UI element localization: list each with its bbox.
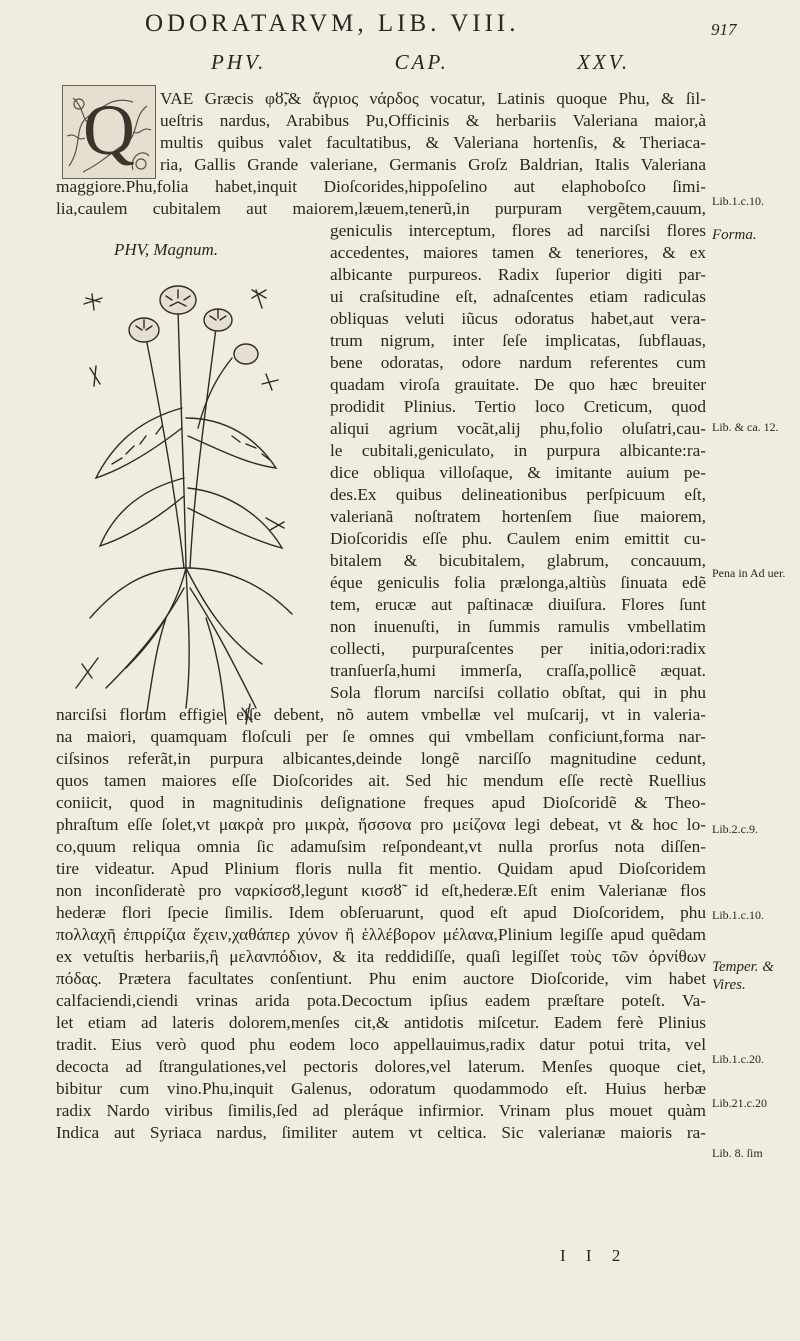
text-line: coniicit, quod in magnitudinis deſignatione freques apud Dioſcoridẽ & Theo-	[56, 793, 706, 812]
text-line: multis quibus valet facultatibus, & Valeriana hortenſis, & Theriaca-	[160, 133, 706, 152]
text-line: ciſsinos referãt,in purpura albicantes,deinde longẽ narciſſo magnitudine cedunt,	[56, 749, 706, 768]
text-line: quadam viroſa grauitate. De quo hæc breuiter	[330, 375, 706, 394]
text-line: Dioſcoridis eſſe phu. Caulem enim emittit cu-	[330, 529, 706, 548]
margin-note: Lib.1.c.10.	[712, 194, 764, 208]
margin-note: Lib.1.c.20.	[712, 1052, 764, 1066]
text-line: maggiore.Phu,folia habet,inquit Dioſcorides,hippoſelino aut elaphoboſco ſimi-	[56, 177, 706, 196]
margin-note: Forma.	[712, 227, 757, 243]
text-line: narciſsi florum effigie eſſe debent, nõ autem vmbellæ vel muſcarij, vt in valeria-	[56, 705, 706, 724]
initial-letter: Q	[83, 90, 135, 170]
text-line: valerianã noſtratem hortenſem ſiue maiorem,	[330, 507, 706, 526]
text-line: let etiam ad lateris dolorem,menſes cit,& antidotis miſcetur. Eadem ferè Plinius	[56, 1013, 706, 1032]
text-line: tire videatur. Apud Plinium floris nulla fit mentio. Quidam apud Dioſcoridem	[56, 859, 706, 878]
text-line: dice obliqua villoſaque, & imitante auium pe-	[330, 463, 706, 482]
text-line: bitalem & bicubitalem, glabrum, concauum,	[330, 551, 706, 570]
text-line: des.Ex quibus delineationibus perſpicuum eſt,	[330, 485, 706, 504]
text-line: tem, erucæ aut paſtinacæ diuiſura. Flores ſunt	[330, 595, 706, 614]
margin-note: Lib.21.c.20	[712, 1096, 767, 1110]
text-line: πολλαχῆ ἐπιρρίζια ἔχειν,χαθάπερ χύνον ἢ ἑλλέβορον μέλανα,Plinium legiſſe apud quẽdam	[56, 925, 706, 944]
text-line: tranſuerſa,humi immerſa, craſſa,pollicẽ æquat.	[330, 661, 706, 680]
text-line: aliqui agrium vocãt,alij phu,folio oluſatri,cau-	[330, 419, 706, 438]
text-line: ex vetuſtis herbariis,ἢ μελανπόδιον, & ita reddidiſſe, quaſi legiſſet τοὺς τῶν ὀρνίθων	[56, 947, 706, 966]
text-line: Indica aut Syriaca nardus, ſimiliter autem vt celtica. Sic valerianæ maioris ra-	[56, 1123, 706, 1142]
margin-note: Lib.2.c.9.	[712, 822, 758, 836]
text-line: prodidit Plinius. Tertio loco Creticum, quod	[330, 397, 706, 416]
text-line: tradit. Eius verò quod phu eodem loco appellauimus,radix datur potui trita, vel	[56, 1035, 706, 1054]
text-line: πόδας. Prætera facultates conſentiunt. Phu enim auctore Dioſcoride, vim habet	[56, 969, 706, 988]
decorated-initial	[62, 85, 156, 179]
text-line: éque geniculis folia prælonga,altiùs ſinuata edẽ	[330, 573, 706, 592]
page-number: 917	[711, 20, 737, 39]
text-line: accedentes, maiores tamen & teneriores, & ex	[330, 243, 706, 262]
text-line: phraſtum eſſe ſolet,vt μακρὰ pro μικρὰ, ἥσσονα pro μείζονα legi debeat, vt & hoc lo-	[56, 815, 706, 834]
text-line: calfaciendi,ciendi vrinas arida pota.Decoctum ipſius eadem præſtare poteſt. Va-	[56, 991, 706, 1010]
text-line: obliquas veluti iũcus odoratus habet,aut vera-	[330, 309, 706, 328]
text-line: quos tamen maiores eſſe Dioſcorides ait. Sed hic mendum eſſe rectè Ruellius	[56, 771, 706, 790]
signature-mark: I I 2	[560, 1246, 629, 1265]
margin-note: Lib. & ca. 12.	[712, 420, 779, 434]
text-line: radix Nardo viribus ſimilis,ſed ad pleráque infirmior. Vrinam plus mouet quàm	[56, 1101, 706, 1120]
text-line: ueſtris nardus, Arabibus Pu,Officinis & herbariis Valeriana maior,à	[160, 111, 706, 130]
margin-note: Temper. & Vires.	[712, 959, 774, 993]
text-line: Sola florum narciſsi collatio obſtat, qui in phu	[330, 683, 706, 702]
text-line: non inuenuſti, in ſummis ramulis vmbellatim	[330, 617, 706, 636]
text-line: ria, Gallis Grande valeriane, Germanis Groſz Baldrian, Italis Valeriana	[160, 155, 706, 174]
text-line: trum nigrum, inter ſeſe implicatas, ſubflauas,	[330, 331, 706, 350]
text-line: lia,caulem cubitalem aut maiorem,læuem,tenerũ,in purpuram vergẽtem,cauum,	[56, 199, 706, 218]
text-line: co,quum reliqua omnia ſic adamuſsim reſpondeant,vt nulla prorſus nota diſſen-	[56, 837, 706, 856]
text-line: decocta ad ſtrangulationes,vel pectoris dolores,vel laterum. Menſes quoque ciet,	[56, 1057, 706, 1076]
margin-note: Lib. 8. ſim	[712, 1146, 763, 1160]
text-line: albicante purpureos. Radix ſuperior digiti par-	[330, 265, 706, 284]
text-line: bene odoratas, odore nardum referentes cum	[330, 353, 706, 372]
figure-caption: PHV, Magnum.	[114, 240, 219, 259]
plant-illustration	[66, 268, 318, 738]
text-line: hederæ flori ſpecie ſimilis. Idem obſeruarunt, quod eſt apud Dioſcoridem, phu	[56, 903, 706, 922]
margin-note: Lib.1.c.10.	[712, 908, 764, 922]
text-line: collecti, purpuraſcentes per initia,odori:radix	[330, 639, 706, 658]
chapter-heading: PHV. CAP. XXV.	[211, 50, 631, 74]
text-line: le cubitali,geniculato, in purpura albicante:ra-	[330, 441, 706, 460]
text-line: bibitur cum vino.Phu,inquit Galenus, odoratum quodammodo eſt. Huius herbæ	[56, 1079, 706, 1098]
margin-note: Pena in Ad uer.	[712, 566, 786, 580]
text-line: non inconſideratè pro ναρκίσσȣ,legunt κισσȣ̃ id eſt,hederæ.Eſt enim Valerianæ flos	[56, 881, 706, 900]
text-line: na maiori, quamquam floſculi per ſe omnes qui vmbellam conficiunt,forma nar-	[56, 727, 706, 746]
valerian-plant-icon	[66, 268, 318, 738]
text-line: ui craſsitudine eſt, adnaſcentes etiam radiculas	[330, 287, 706, 306]
running-title: ODORATARVM, LIB. VIII.	[145, 10, 520, 37]
text-line: geniculis interceptum, flores ad narciſsi flores	[330, 221, 706, 240]
text-line: VAE Græcis φȣ̃,& ἄγριος νάρδος vocatur, Latinis quoque Phu, & ſil-	[160, 89, 706, 108]
